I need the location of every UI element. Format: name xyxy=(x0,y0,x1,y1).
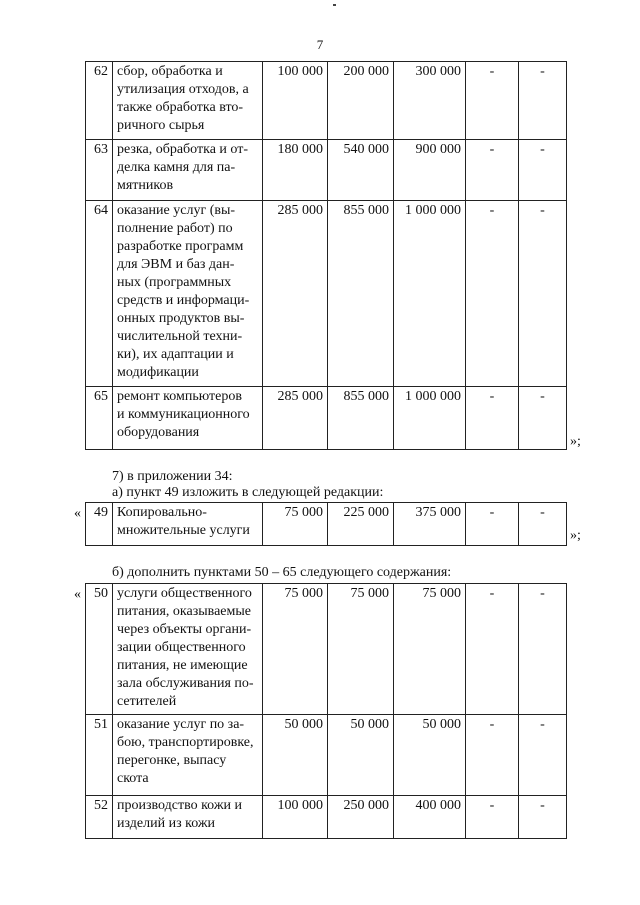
value-3: 400 000 xyxy=(394,796,466,838)
paragraph-7: 7) в приложении 34: xyxy=(112,469,233,484)
value-1: 285 000 xyxy=(263,201,328,386)
paragraph-a: а) пункт 49 изложить в следующей редакции: xyxy=(112,485,384,500)
opening-quote: « xyxy=(74,587,81,602)
value-5: - xyxy=(540,142,545,157)
value-5: - xyxy=(540,389,545,404)
page-number: 7 xyxy=(316,37,324,52)
value-4: - xyxy=(466,140,519,200)
table-row xyxy=(85,583,567,714)
value-2: 855 000 xyxy=(328,387,394,449)
value-1: 75 000 xyxy=(263,584,328,714)
table-row xyxy=(85,714,567,795)
value-3: 375 000 xyxy=(394,503,466,545)
value-2: 250 000 xyxy=(328,796,394,838)
row-number: 62 xyxy=(86,62,113,139)
row-number: 52 xyxy=(86,796,113,838)
value-1: 100 000 xyxy=(263,796,328,838)
closing-quote: »; xyxy=(570,528,581,543)
value-4: - xyxy=(466,584,519,714)
value-4: - xyxy=(466,796,519,838)
paragraph-b: б) дополнить пунктами 50 – 65 следующего содержания: xyxy=(112,565,452,580)
value-2: 540 000 xyxy=(328,140,394,200)
row-description: ремонт компьютеров и коммуникационного оборудования xyxy=(113,387,263,449)
table-row xyxy=(85,502,567,546)
row-description: оказание услуг (вы- полнение работ) по разработке программ для ЭВМ и баз дан- ных (программных средств и информаци- онных продуктов вы- числительной техни- ки), их адаптации и модификации xyxy=(113,201,263,386)
row-description: производство кожи и изделий из кожи xyxy=(113,796,263,838)
row-description: оказание услуг по за- бою, транспортировке, перегонке, выпасу скота xyxy=(113,715,263,795)
table-row xyxy=(85,200,567,386)
value-2: 225 000 xyxy=(328,503,394,545)
value-4: - xyxy=(466,503,519,545)
value-2: 855 000 xyxy=(328,201,394,386)
row-number: 51 xyxy=(86,715,113,795)
value-4: - xyxy=(466,715,519,795)
row-description: Копировально- множительные услуги xyxy=(113,503,263,545)
row-number: 63 xyxy=(86,140,113,200)
table-row xyxy=(85,139,567,200)
row-description: услуги общественного питания, оказываемые через объекты органи- зации общественного питания, не имеющие зала обслуживания по- сетителей xyxy=(113,584,263,714)
row-number: 49 xyxy=(86,503,113,545)
value-4: - xyxy=(466,387,519,449)
value-1: 100 000 xyxy=(263,62,328,139)
value-1: 50 000 xyxy=(263,715,328,795)
table-row xyxy=(85,795,567,839)
row-number: 50 xyxy=(86,584,113,714)
row-number: 65 xyxy=(86,387,113,449)
value-5: - xyxy=(540,64,545,79)
table-row xyxy=(85,386,567,450)
value-3: 1 000 000 xyxy=(394,387,466,449)
scan-speck xyxy=(333,4,336,6)
value-2: 75 000 xyxy=(328,584,394,714)
value-5: - xyxy=(540,717,545,732)
value-2: 50 000 xyxy=(328,715,394,795)
value-1: 180 000 xyxy=(263,140,328,200)
value-4: - xyxy=(466,62,519,139)
value-3: 1 000 000 xyxy=(394,201,466,386)
row-description: резка, обработка и от- делка камня для па- мятников xyxy=(113,140,263,200)
value-1: 285 000 xyxy=(263,387,328,449)
closing-quote: »; xyxy=(570,434,581,449)
value-5: - xyxy=(540,586,545,601)
value-3: 50 000 xyxy=(394,715,466,795)
value-1: 75 000 xyxy=(263,503,328,545)
value-4: - xyxy=(466,201,519,386)
value-5: - xyxy=(540,798,545,813)
value-5: - xyxy=(540,203,545,218)
table-row xyxy=(85,61,567,139)
value-3: 300 000 xyxy=(394,62,466,139)
opening-quote: « xyxy=(74,506,81,521)
row-description: сбор, обработка и утилизация отходов, а также обработка вто- ричного сырья xyxy=(113,62,263,139)
row-number: 64 xyxy=(86,201,113,386)
value-5: - xyxy=(540,505,545,520)
value-2: 200 000 xyxy=(328,62,394,139)
value-3: 75 000 xyxy=(394,584,466,714)
value-3: 900 000 xyxy=(394,140,466,200)
